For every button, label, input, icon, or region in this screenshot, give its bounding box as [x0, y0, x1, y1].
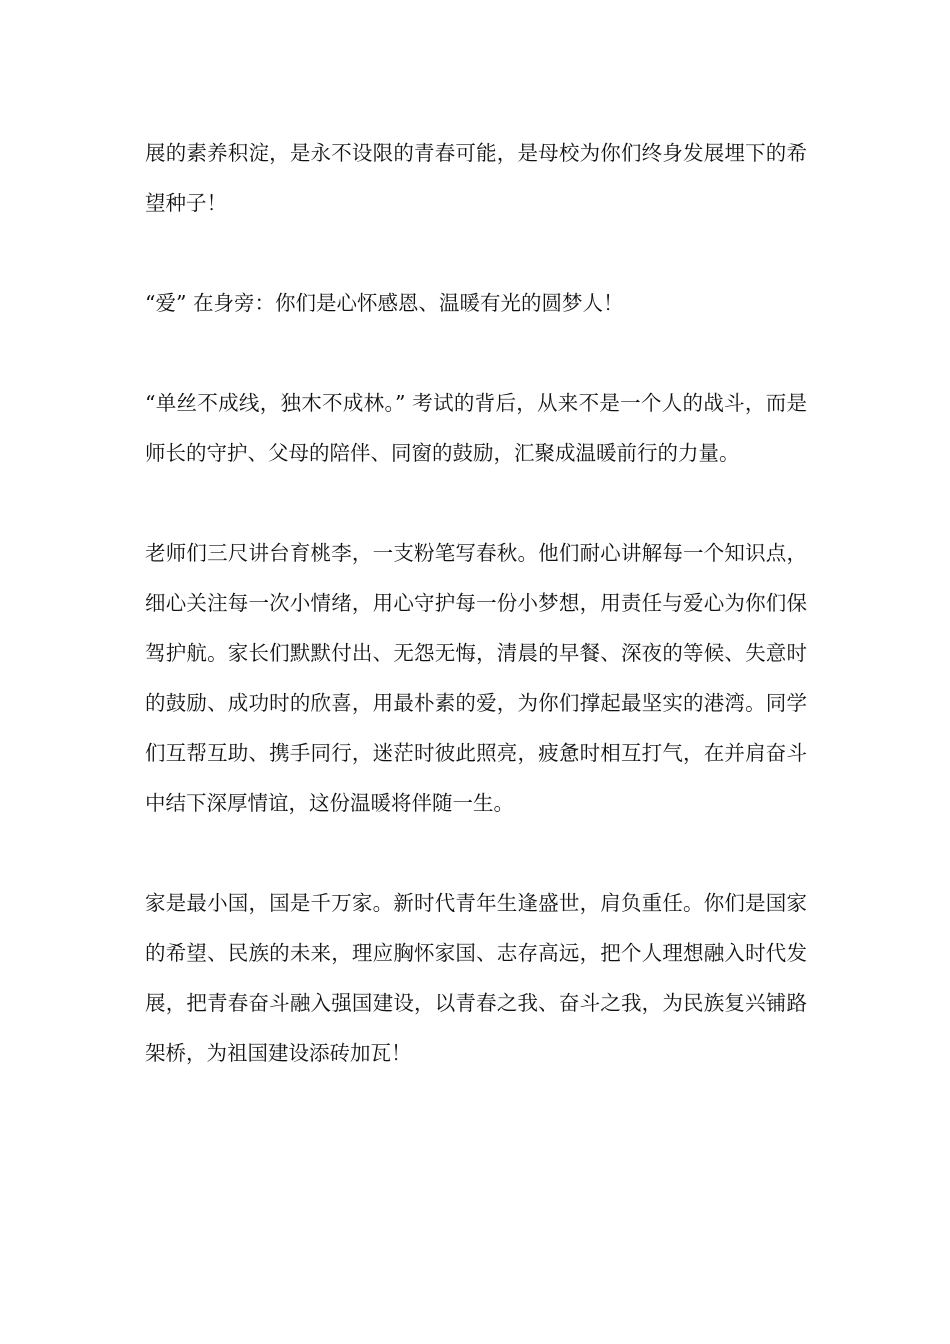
paragraph-spacer — [145, 478, 807, 528]
paragraph-nation: 家是最小国，国是千万家。新时代青年生逢盛世，肩负重任。你们是国家的希望、民族的未来，理应胸怀家国、志存高远，把个人理想融入时代发展，把青春奋斗融入强国建设，以青春之我、奋斗之我，为民族复兴铺路架桥，为祖国建设添砖加瓦！ — [145, 891, 807, 1065]
paragraph-teachers-parents: 老师们三尺讲台育桃李，一支粉笔写春秋。他们耐心讲解每一个知识点，细心关注每一次小情绪，用心守护每一份小梦想，用责任与爱心为你们保驾护航。家长们默默付出、无怨无悔，清晨的早餐、深夜的等候、失意时的鼓励、成功时的欣喜，用最朴素的爱，为你们撑起最坚实的港湾。同学们互帮互助、携手同行，迷茫时彼此照亮，疲惫时相互打气，在并肩奋斗中结下深厚情谊，这份温暖将伴随一生。 — [145, 541, 807, 815]
document-body — [145, 128, 807, 1078]
paragraph-spacer — [145, 328, 807, 378]
paragraph-continuation: 展的素养积淀，是永不设限的青春可能，是母校为你们终身发展埋下的希望种子！ — [145, 141, 807, 215]
paragraph-spacer — [145, 228, 807, 278]
section-heading-love: “爱” 在身旁：你们是心怀感恩、温暖有光的圆梦人！ — [145, 291, 624, 315]
paragraph-together: “单丝不成线，独木不成林。” 考试的背后，从来不是一个人的战斗，而是师长的守护、父母的陪伴、同窗的鼓励，汇聚成温暖前行的力量。 — [145, 391, 807, 465]
paragraph-spacer — [145, 828, 807, 878]
